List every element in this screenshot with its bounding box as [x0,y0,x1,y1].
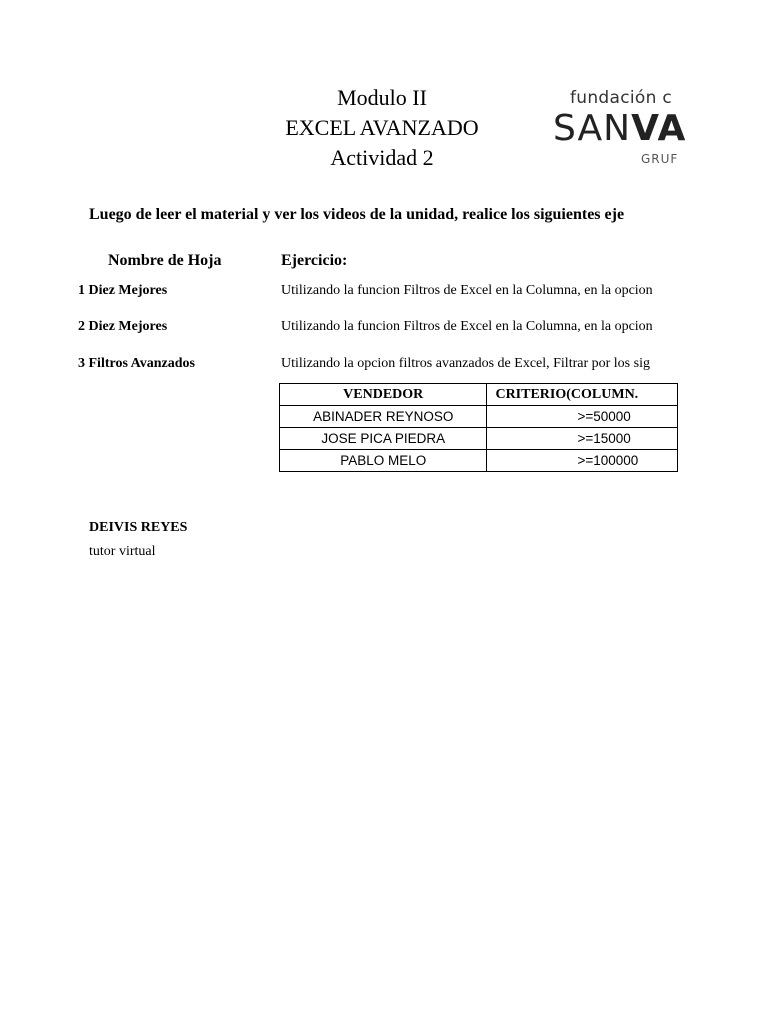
table-row [280,450,678,472]
logo-brand-regular: SAN [553,108,632,149]
criteria-cell: >=100000 [487,450,678,472]
logo-brand-bold: VA [631,108,687,149]
course-title: EXCEL AVANZADO [285,115,479,140]
exercise-name: 2 Diez Mejores [78,319,168,334]
exercise-name: 3 Filtros Avanzados [78,356,195,371]
tutor-name: DEIVIS REYES [89,520,188,535]
criteria-cell: >=15000 [487,428,678,450]
table-row [280,406,678,428]
criteria-column-header: CRITERIO(COLUMN. [487,384,678,406]
exercise-description: Utilizando la opcion filtros avanzados de Excel, Filtrar por los sig [281,356,650,371]
logo-group-text: GRUF [641,152,679,166]
sheet-name-header: Nombre de Hoja [108,252,222,269]
logo-brand [553,108,686,149]
activity-title: Actividad 2 [330,145,434,170]
module-title: Modulo II [337,85,427,110]
exercise-description: Utilizando la funcion Filtros de Excel en la Columna, en la opcion [281,319,653,334]
criteria-cell: >=50000 [487,406,678,428]
exercise-name: 1 Diez Mejores [78,283,168,298]
exercise-description: Utilizando la funcion Filtros de Excel en la Columna, en la opcion [281,283,653,298]
criteria-header-row [280,384,678,406]
exercise-header: Ejercicio: [281,252,348,269]
vendor-column-header: VENDEDOR [280,384,487,406]
vendor-cell: ABINADER REYNOSO [280,406,487,428]
vendor-cell: PABLO MELO [280,450,487,472]
vendor-cell: JOSE PICA PIEDRA [280,428,487,450]
instruction-text: Luego de leer el material y ver los videos de la unidad, realice los siguientes eje [89,206,625,223]
criteria-table [279,383,678,472]
tutor-role: tutor virtual [89,544,156,559]
table-row [280,428,678,450]
logo-foundation-text: fundación c [570,88,673,108]
